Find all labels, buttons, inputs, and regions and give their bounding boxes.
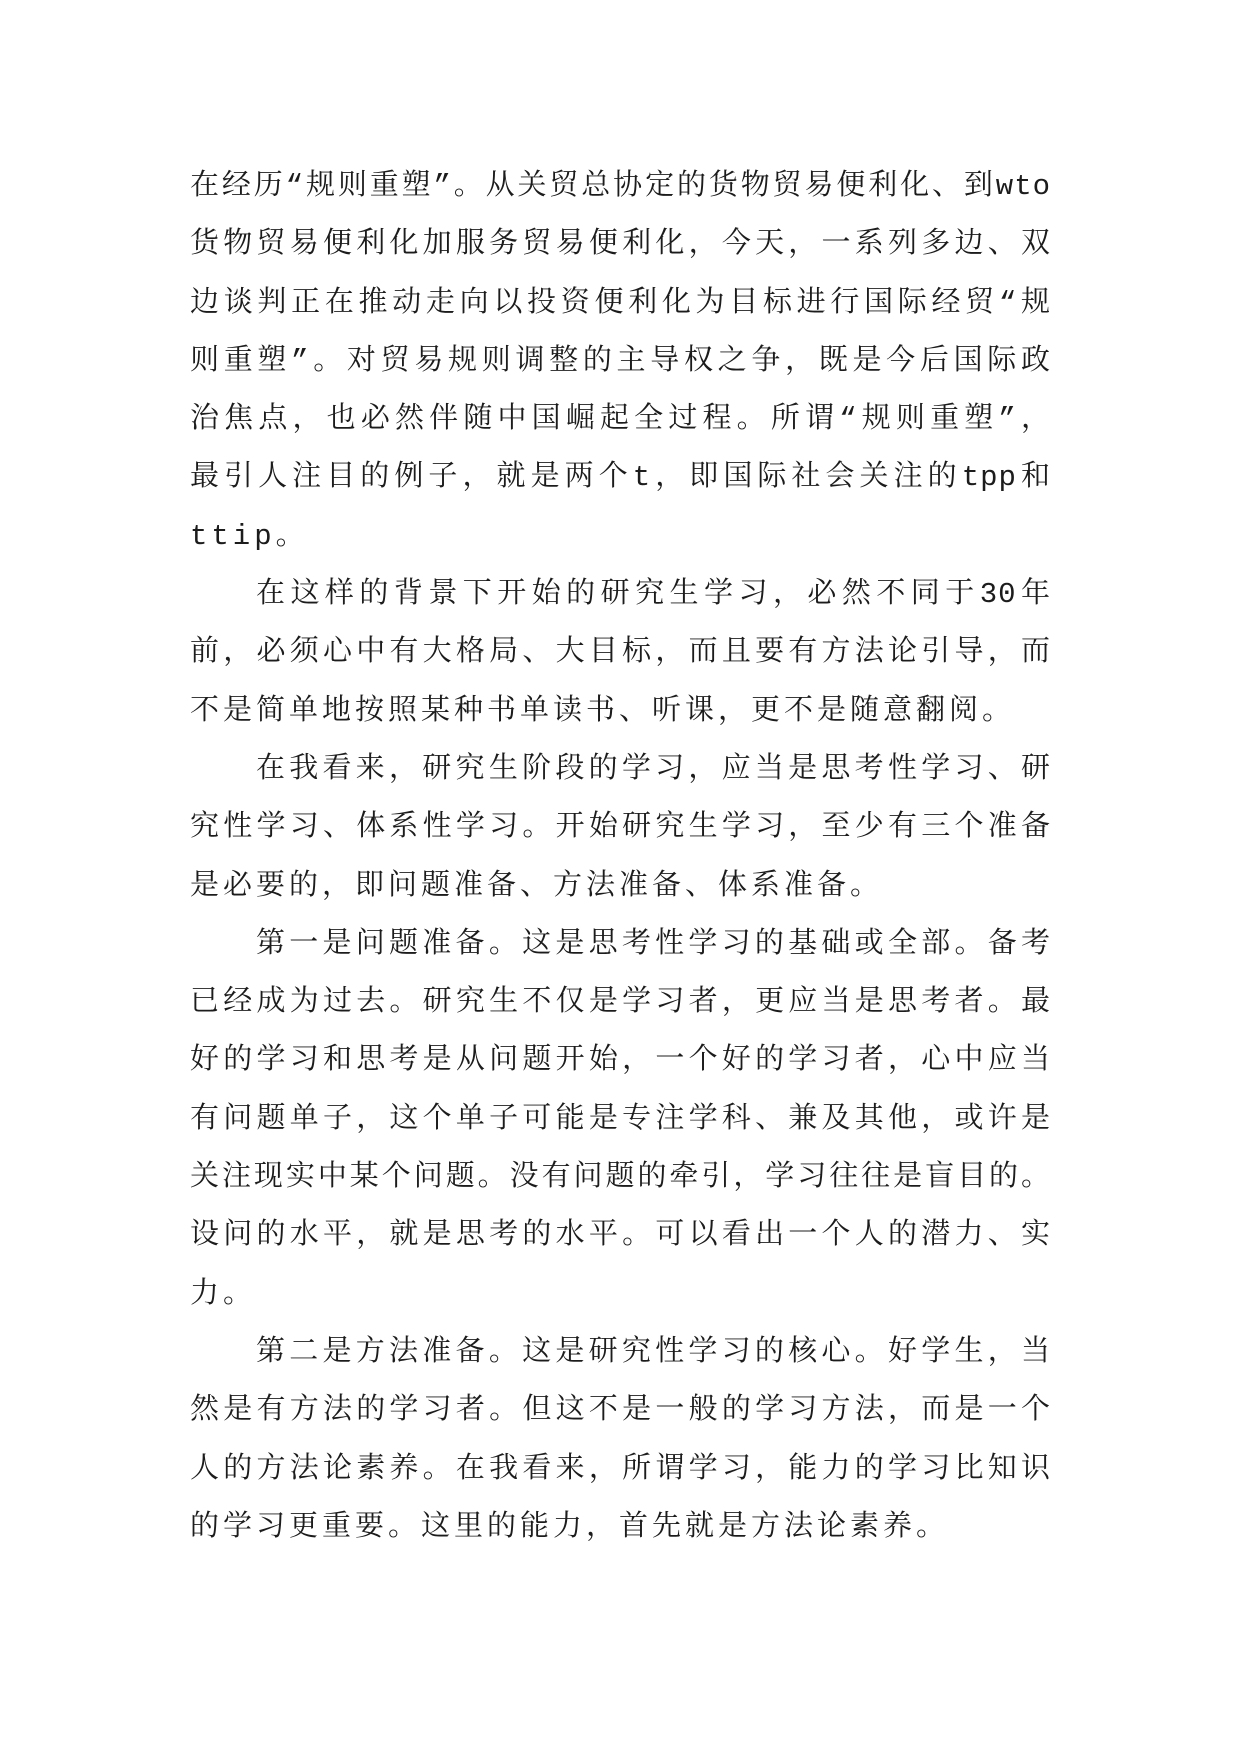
- text-line: 第一是问题准备。这是思考性学习的基础或全部。备考: [256, 927, 1051, 961]
- text-line: 边谈判正在推动走向以投资便利化为目标进行国际经贸“规: [190, 286, 1051, 320]
- text-line: 人的方法论素养。在我看来，所谓学习，能力的学习比知识: [190, 1452, 1051, 1486]
- text-line: 然是有方法的学习者。但这不是一般的学习方法，而是一个: [190, 1394, 1051, 1428]
- text-line: 力。: [190, 1277, 257, 1311]
- paragraph: [190, 1324, 1051, 1557]
- paragraph: [190, 916, 1051, 1324]
- paragraph: [190, 741, 1051, 916]
- text-line: 则重塑”。对贸易规则调整的主导权之争，既是今后国际政: [190, 344, 1051, 378]
- text-line: 前，必须心中有大格局、大目标，而且要有方法论引导，而: [190, 636, 1051, 670]
- text-line: 在这样的背景下开始的研究生学习，必然不同于30年: [256, 578, 1051, 612]
- text-line: 好的学习和思考是从问题开始，一个好的学习者，心中应当: [190, 1044, 1051, 1078]
- text-line: 第二是方法准备。这是研究性学习的核心。好学生，当: [256, 1335, 1051, 1369]
- paragraph: [190, 566, 1051, 741]
- text-line: 是必要的，即问题准备、方法准备、体系准备。: [190, 869, 884, 903]
- text-line: 在经历“规则重塑”。从关贸总协定的货物贸易便利化、到wto: [190, 170, 1051, 203]
- text-line: 关注现实中某个问题。没有问题的牵引，学习往往是盲目的。: [190, 1161, 1051, 1195]
- text-line: 最引人注目的例子，就是两个t，即国际社会关注的tpp和: [190, 461, 1051, 495]
- text-line: 货物贸易便利化加服务贸易便利化，今天，一系列多边、双: [190, 228, 1051, 262]
- text-line: 已经成为过去。研究生不仅是学习者，更应当是思考者。最: [190, 986, 1051, 1020]
- paragraph: [190, 158, 1051, 566]
- text-line: 的学习更重要。这里的能力，首先就是方法论素养。: [190, 1510, 950, 1544]
- document-body: [190, 158, 1051, 1557]
- text-line: 设问的水平，就是思考的水平。可以看出一个人的潜力、实: [190, 1219, 1051, 1253]
- text-line: 究性学习、体系性学习。开始研究生学习，至少有三个准备: [190, 811, 1051, 845]
- text-line: 有问题单子，这个单子可能是专注学科、兼及其他，或许是: [190, 1102, 1051, 1136]
- text-line: 治焦点，也必然伴随中国崛起全过程。所谓“规则重塑”，: [190, 403, 1051, 437]
- text-line: ttip。: [190, 519, 309, 553]
- text-line: 在我看来，研究生阶段的学习，应当是思考性学习、研: [256, 752, 1051, 786]
- text-line: 不是简单地按照某种书单读书、听课，更不是随意翻阅。: [190, 694, 1016, 728]
